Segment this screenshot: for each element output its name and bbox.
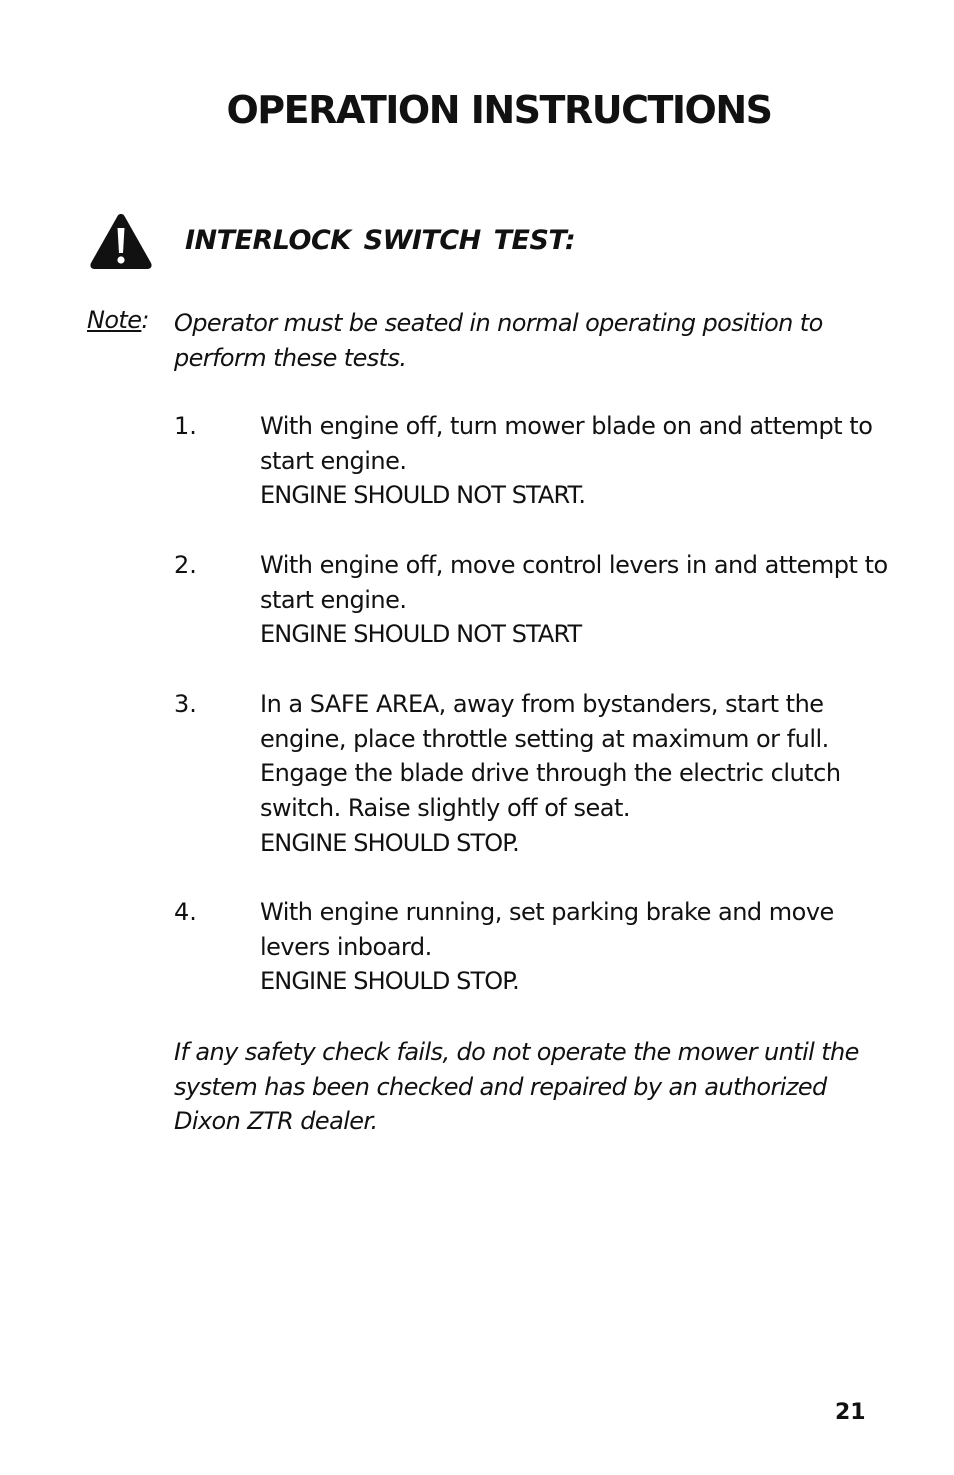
warning-triangle-icon	[89, 212, 153, 270]
step-result: ENGINE SHOULD STOP.	[260, 828, 519, 857]
step-number: 4.	[174, 898, 197, 926]
step-text: With engine running, set parking brake and move levers inboard.	[260, 898, 834, 961]
step-body	[260, 687, 864, 861]
step-result: ENGINE SHOULD STOP.	[260, 967, 519, 996]
note-text: Operator must be seated in normal operating position to perform these tests.	[174, 309, 823, 372]
step-body	[260, 409, 924, 513]
step-number: 3.	[174, 690, 197, 718]
step-number: 1.	[174, 412, 197, 440]
step-body	[260, 548, 924, 652]
closing-warning-text: If any safety check fails, do not operate the mower until the system has been checked and repaired by an authorized Dixon ZTR dealer.	[174, 1038, 859, 1136]
note-label	[87, 306, 149, 334]
step-text: In a SAFE AREA, away from bystanders, start the engine, place throttle setting at maximum or full. Engage the blade drive through the electric clutch switch. Raise slightly off of seat.	[260, 690, 841, 823]
step-result: ENGINE SHOULD NOT START	[260, 620, 582, 649]
note-label-separator: :	[141, 306, 149, 334]
step-text: With engine off, turn mower blade on and attempt to start engine.	[260, 412, 873, 475]
step-text: With engine off, move control levers in and attempt to start engine.	[260, 551, 888, 614]
step-number: 2.	[174, 551, 197, 579]
note-label-text: Note	[87, 306, 142, 334]
page-number: 21	[835, 1400, 866, 1425]
step-result: ENGINE SHOULD NOT START.	[260, 481, 586, 510]
page-title: OPERATION INSTRUCTIONS	[226, 88, 772, 132]
step-body	[260, 895, 864, 999]
section-title: INTERLOCK SWITCH TEST:	[185, 225, 576, 256]
